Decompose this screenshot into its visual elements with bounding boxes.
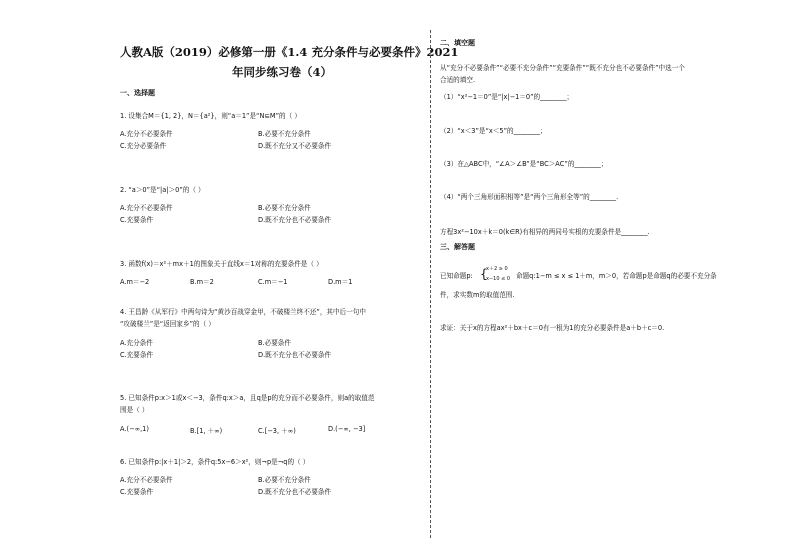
page-title-line1: 人教A版（2019）必修第一册《1.4 充分条件与必要条件》2021 [120, 45, 459, 59]
column-divider [430, 30, 431, 538]
question-2-option-c: C.充要条件 [120, 216, 154, 224]
question-1-stem: 1. 设集合M＝{1, 2}，N＝{a²}，则“a＝1”是“N⊆M”的（ ） [120, 112, 301, 120]
brace-symbol: { [480, 267, 488, 281]
question-6-option-a: A.充分不必要条件 [120, 476, 173, 484]
section-heading-fill: 二、填空题 [440, 39, 475, 47]
question-4-option-b: B.必要条件 [258, 339, 291, 347]
question-1-option-d: D.既不充分又不必要条件 [258, 142, 332, 150]
question-1-option-b: B.必要不充分条件 [258, 130, 311, 138]
question-5-stem-line2: 围是（ ） [120, 406, 149, 414]
question-3-option-d: D.m＝1 [328, 278, 353, 286]
fill-item-4: （4）“两个三角形面积相等”是“两个三角形全等”的________. [440, 193, 619, 201]
question-6-option-d: D.既不充分也不必要条件 [258, 488, 332, 496]
question-2-option-d: D.既不充分也不必要条件 [258, 216, 332, 224]
fill-item-3: （3）在△ABC中，“∠A＞∠B”是“BC＞AC”的________； [440, 160, 608, 168]
question-1-option-c: C.充分必要条件 [120, 142, 167, 150]
solve-1-system-bottom: x−10 ≤ 0 [486, 276, 511, 282]
question-5-option-c: C.[−3, ＋∞) [258, 427, 296, 435]
fill-item-1: （1）“x²−1＝0”是“|x|−1＝0”的________； [440, 93, 574, 101]
section-heading-solve: 三、解答题 [440, 243, 475, 251]
question-3-option-b: B.m＝2 [190, 278, 214, 286]
page-title-line2: 年同步练习卷（4） [232, 65, 333, 79]
question-3-stem: 3. 函数f(x)＝x²＋mx＋1的图象关于直线x＝1对称的充要条件是（ ） [120, 260, 323, 268]
question-5-stem-line1: 5. 已知条件p:x＞1或x＜−3，条件q:x＞a，且q是p的充分而不必要条件，则a的取值范 [120, 394, 375, 402]
fill-intro-line1: 从“充分不必要条件”“必要不充分条件”“充要条件”“既不充分也不必要条件”中选一个 [440, 64, 685, 72]
question-2-stem: 2. “a＞0”是“|a|＞0”的（ ） [120, 186, 205, 194]
question-5-option-d: D.(−∞, −3] [328, 425, 366, 433]
fill-intro-line2: 合适的填空. [440, 76, 476, 84]
question-4-option-d: D.既不充分也不必要条件 [258, 351, 332, 359]
question-2-option-a: A.充分不必要条件 [120, 204, 173, 212]
section-heading-choice: 一、选择题 [120, 89, 155, 97]
fill-item-2: （2）“x＜3”是“x＜5”的________； [440, 127, 547, 135]
question-4-option-a: A.充分条件 [120, 339, 153, 347]
solve-1-system-top: x＋2 ≥ 0 [486, 266, 508, 272]
solve-2-text: 求证：关于x的方程ax²＋bx＋c＝0有一根为1的充分必要条件是a＋b＋c＝0. [440, 324, 665, 332]
question-5-option-b: B.[1, ＋∞) [190, 427, 223, 435]
question-6-option-b: B.必要不充分条件 [258, 476, 311, 484]
question-4-stem-line1: 4. 王昌龄《从军行》中两句诗为“黄沙百战穿金甲，不破楼兰终不还”，其中后一句中 [120, 308, 366, 316]
solve-1-prefix: 已知命题p: [440, 272, 473, 280]
question-3-option-a: A.m＝−2 [120, 278, 150, 286]
question-5-option-a: A.(−∞,1) [120, 425, 149, 433]
question-4-stem-line2: “攻破楼兰”是“返回家乡”的（ ） [120, 320, 215, 328]
question-2-option-b: B.必要不充分条件 [258, 204, 311, 212]
fill-item-5: 方程3x²−10x＋k＝0(k∈R)有相异的两同号实根的充要条件是________. [440, 228, 650, 236]
question-6-stem: 6. 已知条件p:|x＋1|＞2，条件q:5x−6＞x²，则¬p是¬q的（ ） [120, 458, 310, 466]
question-1-option-a: A.充分不必要条件 [120, 130, 173, 138]
question-6-option-c: C.充要条件 [120, 488, 154, 496]
question-3-option-c: C.m＝−1 [258, 278, 288, 286]
question-4-option-c: C.充要条件 [120, 351, 154, 359]
solve-1-text: 命题q:1−m ≤ x ≤ 1＋m，m＞0，若命题p是命题q的必要不充分条 [516, 272, 717, 280]
solve-1-line2: 件，求实数m的取值范围. [440, 291, 515, 299]
